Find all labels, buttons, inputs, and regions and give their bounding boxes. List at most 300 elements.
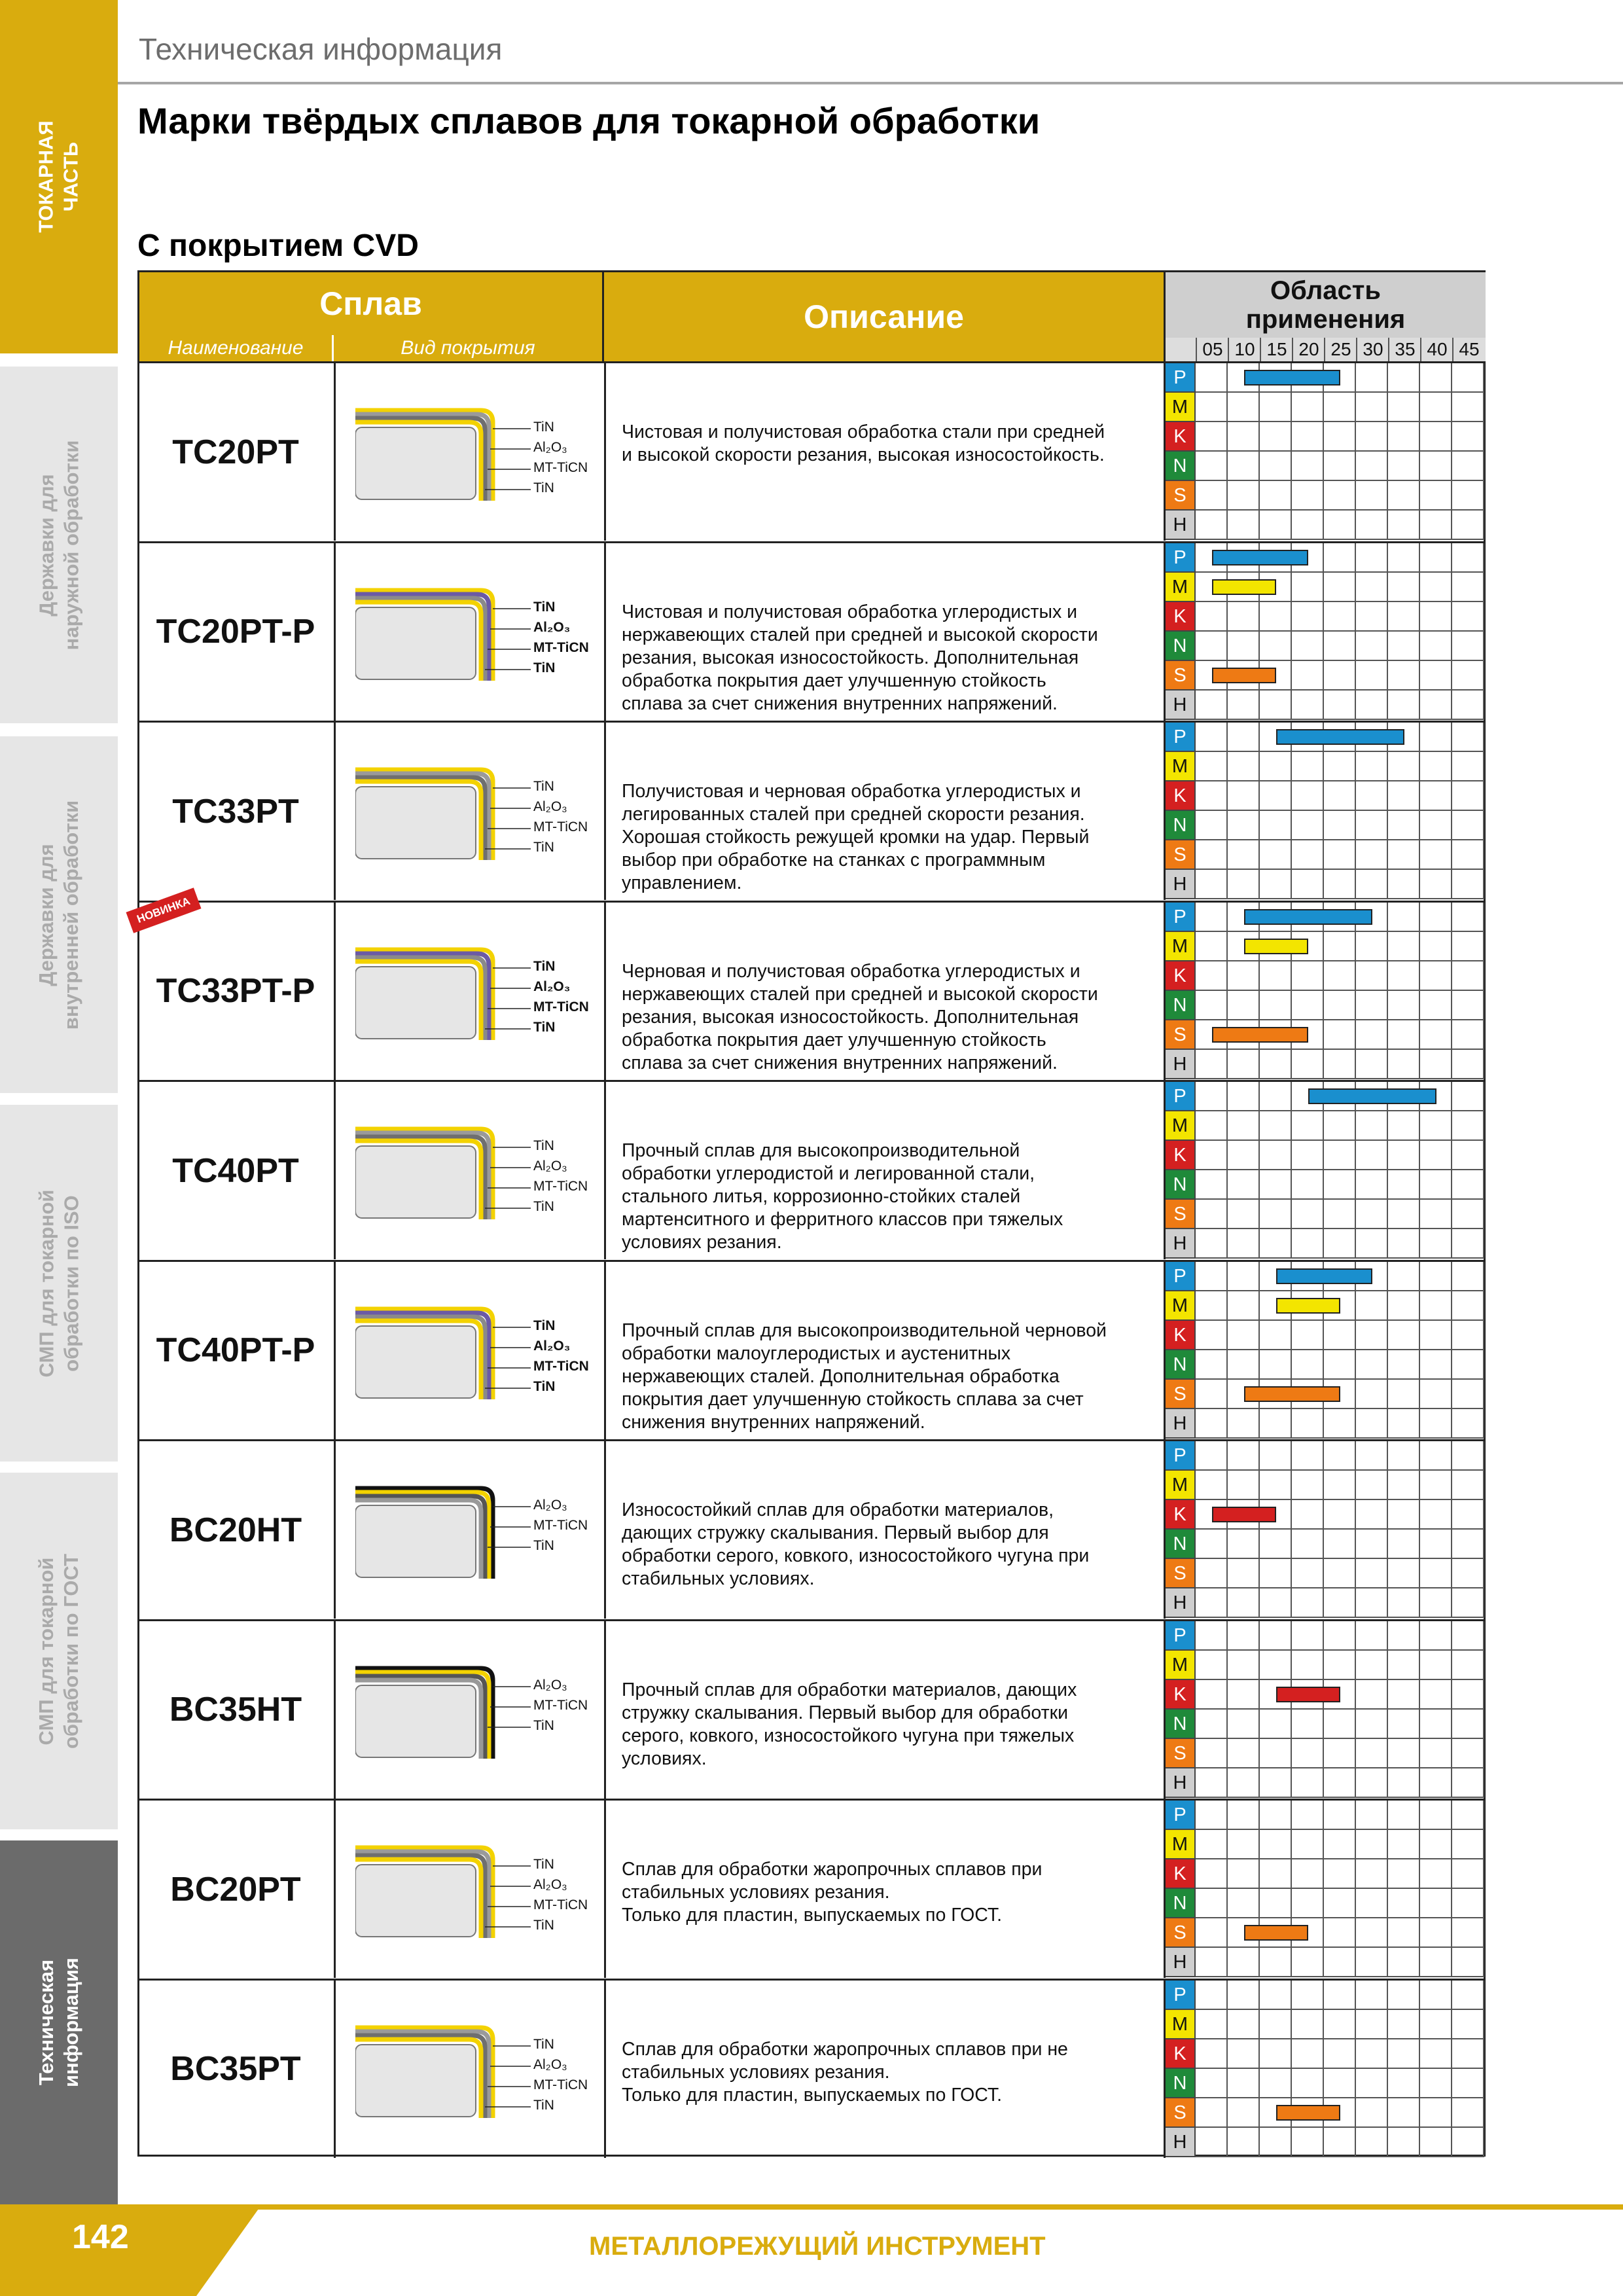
grid-cell [1292,1200,1324,1229]
grid-cell [1196,393,1228,422]
grid-cell [1228,811,1260,840]
coating-layer-label: MT-TiCN [533,2077,588,2092]
page-number: 142 [72,2218,129,2256]
grid-cell [1324,1321,1356,1350]
scale-tick: 15 [1260,338,1293,361]
grid-cell [1292,1588,1324,1618]
grid-cell [1324,1768,1356,1798]
alloy-row [139,901,1484,1080]
grid-cell [1356,1530,1388,1559]
grid-cell [1452,1918,1484,1948]
grid-cell [1388,661,1420,691]
grid-cell [1324,691,1356,720]
description-line: стружку скалывания. Первый выбор для обработки [622,1702,1069,1723]
grid-cell [1420,1830,1452,1859]
iso-group-h: H [1166,1050,1196,1079]
application-grid [1196,1621,1484,1799]
coating-layer-label: MT-TiCN [533,1358,589,1374]
grid-cell [1420,1588,1452,1618]
grid-cell [1356,1471,1388,1500]
grid-cell [1228,1801,1260,1830]
grid-cell [1388,870,1420,899]
grid-cell [1196,903,1228,932]
grid-cell [1228,1889,1260,1918]
grid-cell [1260,1559,1292,1588]
grid-cell [1420,1621,1452,1651]
grid-cell [1420,1229,1452,1259]
alloy-row [139,1260,1484,1439]
grid-cell [1196,1859,1228,1889]
grid-cell [1260,422,1292,452]
grid-cell [1228,1621,1260,1651]
grid-cell [1388,1321,1420,1350]
application-range-bar-p [1276,729,1404,745]
alloy-description [604,723,1164,900]
grid-cell [1196,2128,1228,2157]
grid-cell [1388,1739,1420,1768]
grid-cell [1324,811,1356,840]
grid-cell [1420,781,1452,811]
application-grid [1196,1262,1484,1439]
grid-cell [1196,1830,1228,1859]
iso-group-p: P [1166,1621,1196,1651]
iso-group-p: P [1166,1441,1196,1471]
grid-cell [1292,1559,1324,1588]
application-range-bar-p [1212,550,1308,565]
iso-group-s: S [1166,1739,1196,1768]
grid-cell [1356,1830,1388,1859]
grid-cell [1292,602,1324,632]
description-line: серого, ковкого, износостойкого чугуна при тяжелых [622,1725,1075,1746]
description-line: стабильных условиях резания. [622,2061,890,2083]
description-line: легированных сталей при средней скорости резания. [622,804,1085,825]
coating-cell [334,1441,604,1619]
grid-cell [1356,1859,1388,1889]
grid-cell [1292,1229,1324,1259]
grid-cell [1388,1801,1420,1830]
grid-cell [1292,1651,1324,1680]
grid-cell [1260,961,1292,991]
iso-group-k: K [1166,961,1196,991]
grid-cell [1356,1170,1388,1200]
grid-cell [1228,1321,1260,1350]
grid-cell [1420,1111,1452,1141]
coating-layer-label: Al₂O₃ [533,1338,571,1354]
grid-cell [1292,1710,1324,1739]
grid-cell [1196,1321,1228,1350]
sidebar-tab-turning[interactable] [0,0,118,353]
grid-cell [1388,1409,1420,1439]
grid-cell [1356,1680,1388,1710]
description-line: Сплав для обработки жаропрочных сплавов при [622,1859,1043,1880]
grid-cell [1260,1621,1292,1651]
grid-cell [1420,1680,1452,1710]
iso-group-p: P [1166,1981,1196,2010]
description-line: нержавеющих сталей при средней и высокой скорости [622,624,1098,645]
grid-cell [1356,1651,1388,1680]
application-range-bar-p [1276,1268,1372,1284]
grid-cell [1388,1141,1420,1170]
iso-group-m: M [1166,1291,1196,1321]
grid-cell [1356,870,1388,899]
application-grid [1196,543,1484,721]
grid-cell [1260,481,1292,511]
alloy-row [139,361,1484,541]
description-line: условиях. [622,1748,707,1769]
grid-cell [1420,422,1452,452]
grid-cell [1356,2039,1388,2069]
application-range-bar-m [1244,939,1308,954]
grid-cell [1260,1948,1292,1977]
grid-cell [1292,1830,1324,1859]
iso-group-k: K [1166,602,1196,632]
grid-cell [1452,632,1484,661]
grid-cell [1388,811,1420,840]
coating-layer-label: TiN [533,1199,554,1214]
description-line: Чистовая и получистовая обработка стали при средней [622,422,1105,442]
grid-cell [1324,1050,1356,1079]
description-line: выбор при обработке на станках с программным [622,850,1046,870]
grid-cell [1420,1500,1452,1530]
sidebar-tab-inserts-gost[interactable] [0,1473,118,1829]
grid-cell [1356,1020,1388,1050]
grid-cell [1324,1471,1356,1500]
grid-cell [1388,452,1420,481]
grid-cell [1420,2010,1452,2039]
grid-cell [1228,1859,1260,1889]
coating-layer-label: Al₂O₃ [533,1677,567,1693]
grid-cell [1356,932,1388,961]
coating-cell [334,1262,604,1439]
grid-cell [1260,1981,1292,2010]
scale-tick: 30 [1356,338,1389,361]
sidebar-tab-inserts-iso[interactable] [0,1105,118,1462]
grid-cell [1420,811,1452,840]
description-line: мартенситного и ферритного классов при тяжелых [622,1209,1063,1230]
grid-cell [1228,1262,1260,1291]
grid-cell [1292,1801,1324,1830]
iso-group-s: S [1166,840,1196,870]
grid-cell [1228,2039,1260,2069]
grid-cell [1324,393,1356,422]
application-range-bar-m [1276,1298,1340,1314]
grid-cell [1356,691,1388,720]
grid-cell [1420,1739,1452,1768]
coating-layer-label: MT-TiCN [533,1179,588,1194]
sidebar-tab-external-holders[interactable] [0,367,118,723]
new-badge: НОВИНКА [126,888,202,933]
grid-cell [1420,1409,1452,1439]
scale-tick: 35 [1388,338,1421,361]
grid-cell [1356,1409,1388,1439]
coating-layer-label: TiN [533,1538,554,1553]
grid-cell [1452,811,1484,840]
description-line: снижения внутренних напряжений. [622,1411,925,1433]
grid-cell [1356,481,1388,511]
grid-cell [1260,691,1292,720]
iso-group-n: N [1166,452,1196,481]
grid-cell [1452,1082,1484,1111]
grid-cell [1420,2098,1452,2128]
grid-cell [1196,481,1228,511]
grid-cell [1260,393,1292,422]
coating-layer-label: TiN [533,1138,554,1153]
grid-cell [1196,1559,1228,1588]
alloy-name: BC20HT [169,1511,302,1549]
grid-cell [1452,781,1484,811]
grid-cell [1196,870,1228,899]
grid-cell [1356,573,1388,602]
iso-group-s: S [1166,1200,1196,1229]
grid-cell [1420,1981,1452,2010]
iso-group-p: P [1166,363,1196,393]
iso-group-s: S [1166,661,1196,691]
sidebar-tab-label: Державки для наружной обработки [35,440,82,650]
grid-cell [1356,1380,1388,1409]
grid-cell [1260,1859,1292,1889]
coating-layer-label: TiN [533,599,556,615]
grid-cell [1292,1621,1324,1651]
coating-cell [334,1981,604,2158]
grid-cell [1356,1291,1388,1321]
grid-cell [1452,573,1484,602]
grid-cell [1324,2010,1356,2039]
grid-cell [1356,1621,1388,1651]
scale-row [1166,338,1486,361]
grid-cell [1324,632,1356,661]
grid-cell [1292,393,1324,422]
sidebar-tab-internal-holders[interactable] [0,736,118,1093]
grid-cell [1452,1801,1484,1830]
alloy-row [139,1979,1484,2158]
alloy-name: BC35PT [170,2050,301,2088]
grid-cell [1420,632,1452,661]
grid-cell [1260,1830,1292,1859]
grid-cell [1452,1981,1484,2010]
grid-cell [1292,961,1324,991]
grid-cell [1228,1530,1260,1559]
iso-group-p: P [1166,543,1196,573]
coating-cell [334,1621,604,1799]
description-line: Прочный сплав для обработки материалов, дающих [622,1679,1077,1700]
grid-cell [1356,393,1388,422]
grid-cell [1228,1170,1260,1200]
grid-cell [1452,1739,1484,1768]
grid-cell [1228,1471,1260,1500]
description-line: обработки малоуглеродистых и аустенитных [622,1342,1011,1364]
grid-cell [1260,811,1292,840]
grid-cell [1292,1500,1324,1530]
alloy-name: TC33PT [172,792,299,831]
description-line: сплава за счет снижения внутренних напряжений. [622,1052,1058,1073]
grid-cell [1420,1530,1452,1559]
grid-cell [1420,511,1452,540]
alloy-description [604,1621,1164,1799]
description-line: Износостойкий сплав для обработки материалов, [622,1499,1054,1520]
grid-cell [1196,602,1228,632]
grid-cell [1452,452,1484,481]
grid-cell [1452,1200,1484,1229]
grid-cell [1356,752,1388,781]
grid-cell [1196,1141,1228,1170]
grid-cell [1292,481,1324,511]
grid-cell [1324,1918,1356,1948]
grid-cell [1420,363,1452,393]
grid-cell [1292,840,1324,870]
sidebar-tab-tech-info[interactable] [0,1840,118,2204]
grid-cell [1196,2039,1228,2069]
grid-cell [1356,1350,1388,1380]
grid-cell [1452,1020,1484,1050]
grid-cell [1356,991,1388,1020]
grid-cell [1420,2128,1452,2157]
grid-cell [1292,2039,1324,2069]
grid-cell [1420,1710,1452,1739]
grid-cell [1196,961,1228,991]
coating-layer-label: TiN [533,420,554,435]
coating-layer-label: MT-TiCN [533,1518,588,1533]
grid-cell [1452,1050,1484,1079]
grid-cell [1420,1141,1452,1170]
grid-cell [1196,2098,1228,2128]
iso-group-h: H [1166,1409,1196,1439]
coating-layer-label: TiN [533,2097,554,2113]
description-line: Сплав для обработки жаропрочных сплавов при не [622,2038,1068,2060]
grid-cell [1452,903,1484,932]
grid-cell [1356,632,1388,661]
grid-cell [1452,1170,1484,1200]
grid-cell [1196,1170,1228,1200]
grid-cell [1356,1918,1388,1948]
sidebar-tab-label: Техническая информация [35,1958,82,2087]
grid-cell [1228,2098,1260,2128]
grid-cell [1292,1441,1324,1471]
grid-cell [1292,1471,1324,1500]
page-title: Марки твёрдых сплавов для токарной обработки [137,100,1041,141]
grid-cell [1388,1441,1420,1471]
scale-tick: 45 [1452,338,1485,361]
grid-cell [1196,1471,1228,1500]
grid-cell [1324,2069,1356,2098]
grid-cell [1292,1530,1324,1559]
grid-cell [1260,1768,1292,1798]
alloy-name: TC33PT-P [156,972,315,1010]
grid-cell [1356,840,1388,870]
coating-layer-label: Al₂O₃ [533,799,567,814]
grid-cell [1388,1111,1420,1141]
grid-cell [1260,1170,1292,1200]
grid-cell [1324,1441,1356,1471]
grid-cell [1196,1291,1228,1321]
grid-cell [1388,1918,1420,1948]
header-coating: Вид покрытия [334,335,602,361]
iso-group-k: K [1166,422,1196,452]
grid-cell [1452,1111,1484,1141]
grid-cell [1196,1918,1228,1948]
grid-cell [1196,1380,1228,1409]
grid-cell [1388,481,1420,511]
application-range-bar-p [1244,370,1340,386]
iso-group-k: K [1166,1859,1196,1889]
page-number-block [0,2204,196,2296]
description-line: Чистовая и получистовая обработка углеродистых и [622,601,1078,622]
grid-cell [1420,452,1452,481]
iso-group-n: N [1166,2069,1196,2098]
grid-cell [1228,1948,1260,1977]
iso-group-k: K [1166,1141,1196,1170]
grid-cell [1292,1409,1324,1439]
grid-cell [1388,2069,1420,2098]
grid-cell [1260,1350,1292,1380]
grid-cell [1292,1768,1324,1798]
coating-layer-label: TiN [533,1318,556,1333]
description-line: дающих стружку скалывания. Первый выбор для [622,1522,1049,1543]
grid-cell [1420,1859,1452,1889]
grid-cell [1324,1830,1356,1859]
coating-layer-label: TiN [533,958,556,974]
grid-cell [1260,2010,1292,2039]
grid-cell [1452,752,1484,781]
grid-cell [1292,781,1324,811]
grid-cell [1324,1710,1356,1739]
grid-cell [1196,1262,1228,1291]
grid-cell [1356,1321,1388,1350]
alloy-name: TC40PT [172,1151,299,1190]
coating-cell [334,723,604,900]
iso-group-k: K [1166,1321,1196,1350]
grid-cell [1228,1981,1260,2010]
grid-cell [1324,1739,1356,1768]
grid-cell [1228,1559,1260,1588]
page-number-corner [196,2204,262,2296]
grid-cell [1420,1050,1452,1079]
alloy-description [604,543,1164,721]
description-line: резания, высокая износостойкость. Дополнительная [622,1006,1079,1028]
grid-cell [1324,481,1356,511]
iso-group-h: H [1166,1229,1196,1259]
grid-cell [1420,573,1452,602]
grid-cell [1388,2039,1420,2069]
grid-cell [1260,781,1292,811]
iso-group-s: S [1166,481,1196,511]
grid-cell [1356,1441,1388,1471]
grid-cell [1196,1082,1228,1111]
grid-cell [1292,1981,1324,2010]
iso-group-n: N [1166,1710,1196,1739]
application-range-bar-k [1276,1687,1340,1702]
grid-cell [1228,991,1260,1020]
iso-group-k: K [1166,2039,1196,2069]
coating-cell [334,363,604,541]
coating-layer-label: MT-TiCN [533,460,588,475]
grid-cell [1452,870,1484,899]
grid-cell [1388,781,1420,811]
grid-cell [1452,393,1484,422]
iso-group-k: K [1166,1500,1196,1530]
grid-cell [1452,1768,1484,1798]
grid-cell [1196,781,1228,811]
grid-cell [1228,602,1260,632]
iso-group-p: P [1166,1082,1196,1111]
description-line: стального литья, коррозионно-стойких сталей [622,1186,1021,1207]
iso-group-s: S [1166,1918,1196,1948]
coating-layer-label: TiN [533,660,556,675]
application-range-bar-p [1244,909,1372,925]
grid-cell [1388,1229,1420,1259]
grid-cell [1196,1801,1228,1830]
footer-brand: МЕТАЛЛОРЕЖУЩИЙ ИНСТРУМЕНТ [589,2232,1046,2261]
grid-cell [1196,2010,1228,2039]
